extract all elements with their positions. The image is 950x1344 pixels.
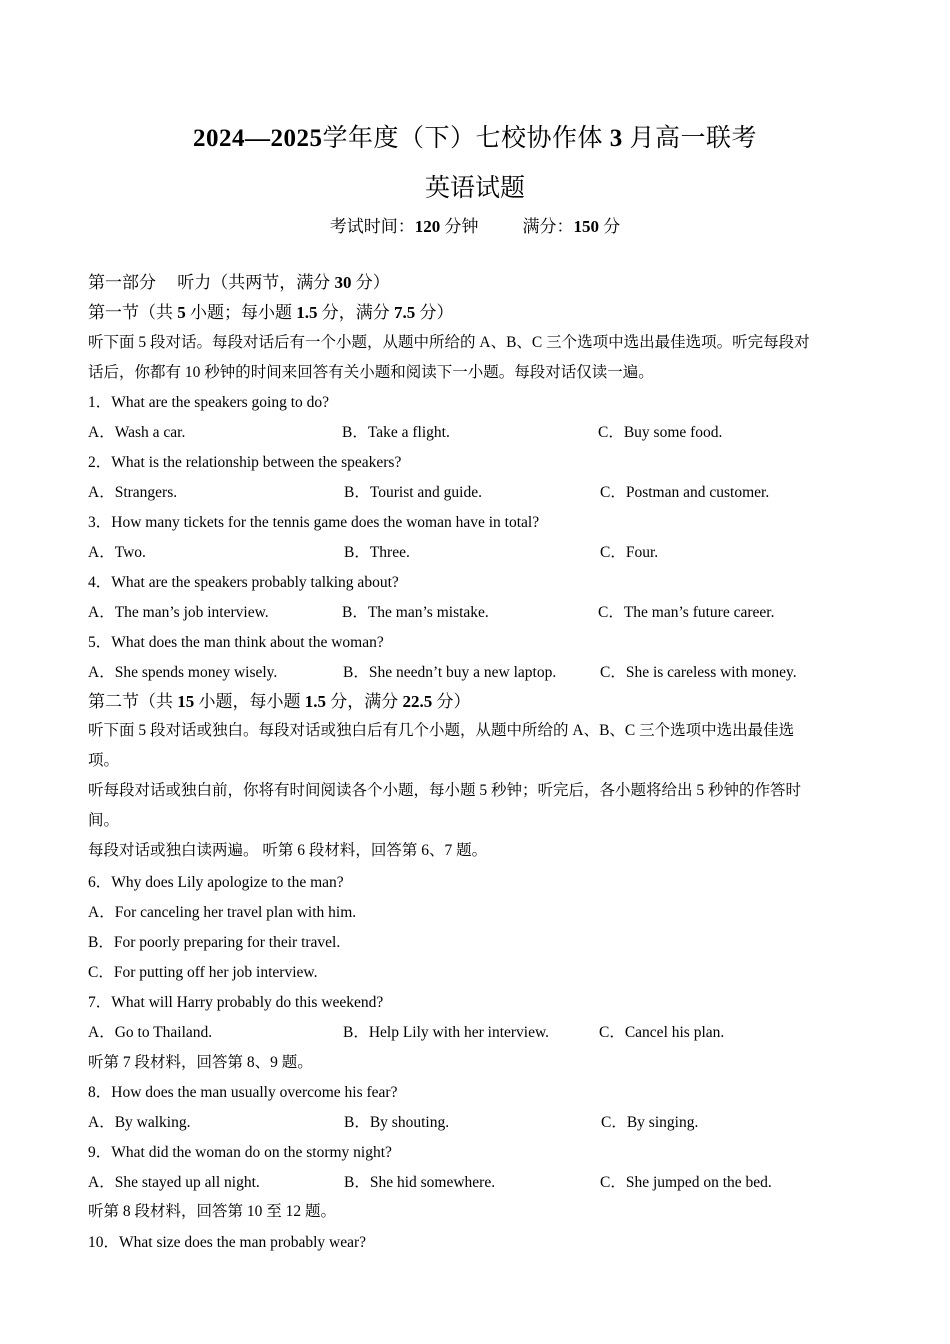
option-6a: A．For canceling her travel plan with him. bbox=[88, 904, 357, 921]
option-7b: B．Help Lily with her interview. bbox=[343, 1024, 550, 1041]
option-3c: C．Four. bbox=[600, 544, 659, 561]
material-8-note: 听第 8 段材料，回答第 10 至 12 题。 bbox=[88, 1203, 337, 1220]
option-5b: B．She needn’t buy a new laptop. bbox=[343, 664, 557, 681]
question-stem-4: 4．What are the speakers probably talking about? bbox=[88, 574, 399, 591]
option-2a: A．Strangers. bbox=[88, 484, 178, 501]
option-2b: B．Tourist and guide. bbox=[344, 484, 482, 501]
option-9a: A．She stayed up all night. bbox=[88, 1174, 260, 1191]
option-7a: A．Go to Thailand. bbox=[88, 1024, 213, 1041]
exam-subtitle: 英语试题 bbox=[424, 175, 525, 202]
time-unit: 分钟 bbox=[444, 217, 479, 236]
part1-heading: 第一部分 听力（共两节，满分 30 分） bbox=[88, 273, 390, 292]
section1-instruction-1: 听下面 5 段对话。每段对话后有一个小题，从题中所给的 A、B、C 三个选项中选出最佳选项。听完每段对 bbox=[88, 334, 810, 351]
option-7c: C．Cancel his plan. bbox=[599, 1024, 725, 1041]
question-stem-7: 7．What will Harry probably do this weekend? bbox=[88, 994, 384, 1011]
score-label: 满分： bbox=[522, 217, 574, 236]
section2-instruction-3: 听每段对话或独白前，你将有时间阅读各个小题，每小题 5 秒钟；听完后，各小题将给出 5 秒钟的作答时 bbox=[88, 782, 802, 799]
question-stem-1: 1．What are the speakers going to do? bbox=[88, 394, 330, 411]
exam-info bbox=[0, 212, 950, 237]
option-9c: C．She jumped on the bed. bbox=[600, 1174, 772, 1191]
option-1a: A．Wash a car. bbox=[88, 424, 186, 441]
section1-instruction-2: 话后，你都有 10 秒钟的时间来回答有关小题和阅读下一小题。每段对话仅读一遍。 bbox=[88, 364, 654, 381]
title-end: 月高一联考 bbox=[629, 125, 758, 152]
question-stem-8: 8．How does the man usually overcome his fear? bbox=[88, 1084, 398, 1101]
section2-instruction-1: 听下面 5 段对话或独白。每段对话或独白后有几个小题，从题中所给的 A、B、C 三个选项中选出最佳选 bbox=[88, 722, 795, 739]
time-label: 考试时间： bbox=[329, 217, 415, 236]
question-stem-6: 6．Why does Lily apologize to the man? bbox=[88, 874, 344, 891]
score-unit: 分 bbox=[603, 217, 621, 236]
option-5c: C．She is careless with money. bbox=[600, 664, 797, 681]
section2-instruction-2: 项。 bbox=[88, 752, 120, 769]
time-value: 120 bbox=[414, 217, 441, 236]
option-4b: B．The man’s mistake. bbox=[342, 604, 489, 621]
option-8a: A．By walking. bbox=[88, 1114, 191, 1131]
option-8c: C．By singing. bbox=[601, 1114, 699, 1131]
option-2c: C．Postman and customer. bbox=[600, 484, 770, 501]
title-year: 2024—2025 bbox=[192, 125, 323, 152]
question-stem-10: 10．What size does the man probably wear? bbox=[88, 1234, 367, 1251]
option-9b: B．She hid somewhere. bbox=[344, 1174, 496, 1191]
material-7-note: 听第 7 段材料，回答第 8、9 题。 bbox=[88, 1054, 313, 1071]
option-5a: A．She spends money wisely. bbox=[88, 664, 278, 681]
option-4a: A．The man’s job interview. bbox=[88, 604, 269, 621]
option-1b: B．Take a flight. bbox=[342, 424, 450, 441]
option-3a: A．Two. bbox=[88, 544, 146, 561]
section2-instruction-4: 间。 bbox=[88, 812, 120, 829]
option-6c: C．For putting off her job interview. bbox=[88, 964, 318, 981]
title-mid: 学年度（下）七校协作体 bbox=[322, 125, 603, 152]
option-8b: B．By shouting. bbox=[344, 1114, 450, 1131]
question-stem-9: 9．What did the woman do on the stormy night? bbox=[88, 1144, 392, 1161]
title-num: 3 bbox=[609, 125, 623, 152]
section2-instruction-5: 每段对话或独白读两遍。 听第 6 段材料，回答第 6、7 题。 bbox=[88, 842, 488, 859]
question-stem-5: 5．What does the man think about the woman? bbox=[88, 634, 384, 651]
score-value: 150 bbox=[573, 217, 599, 236]
question-stem-2: 2．What is the relationship between the speakers? bbox=[88, 454, 402, 471]
question-stem-3: 3．How many tickets for the tennis game does the woman have in total? bbox=[88, 514, 540, 531]
option-1c: C．Buy some food. bbox=[598, 424, 723, 441]
option-6b: B．For poorly preparing for their travel. bbox=[88, 934, 341, 951]
option-3b: B．Three. bbox=[344, 544, 410, 561]
section1-heading: 第一节（共 5 小题；每小题 1.5 分，满分 7.5 分） bbox=[88, 303, 454, 322]
exam-title bbox=[0, 118, 950, 154]
option-4c: C．The man’s future career. bbox=[598, 604, 775, 621]
section2-heading: 第二节（共 15 小题，每小题 1.5 分，满分 22.5 分） bbox=[88, 692, 471, 711]
